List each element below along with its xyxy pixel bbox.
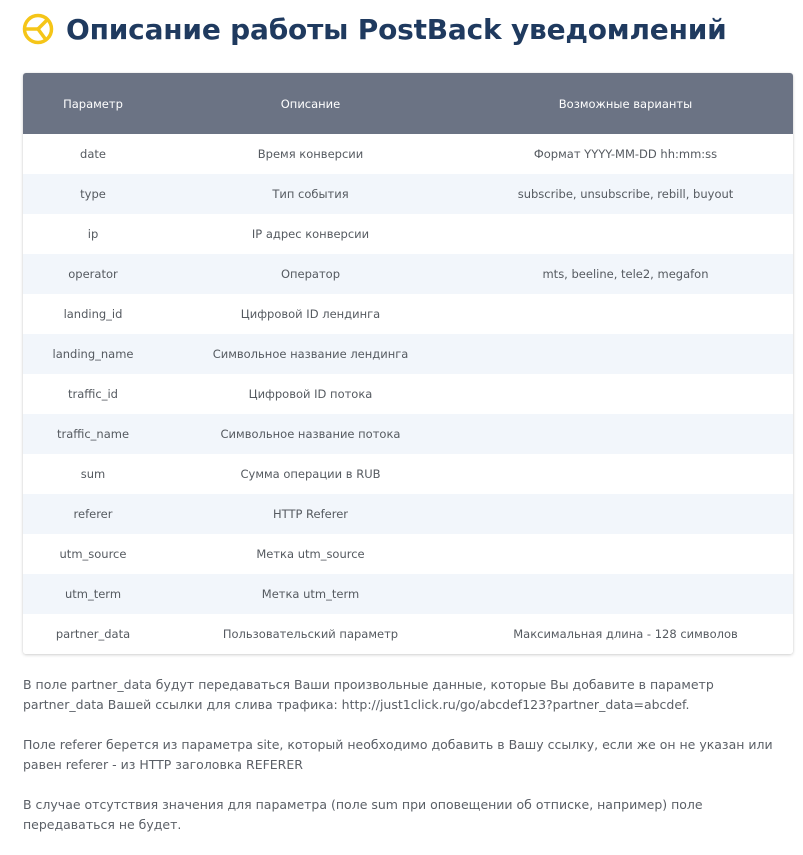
cell-param: utm_term [23, 574, 163, 614]
cell-param: operator [23, 254, 163, 294]
cell-description: Цифровой ID потока [163, 374, 458, 414]
cell-description: Оператор [163, 254, 458, 294]
cell-description: Сумма операции в RUB [163, 454, 458, 494]
cell-param: utm_source [23, 534, 163, 574]
cell-param: ip [23, 214, 163, 254]
cell-description: Метка utm_term [163, 574, 458, 614]
table-row [23, 534, 793, 574]
cell-param: traffic_name [23, 414, 163, 454]
cell-description: Время конверсии [163, 134, 458, 174]
cell-options: subscribe, unsubscribe, rebill, buyout [458, 174, 793, 214]
cell-param: referer [23, 494, 163, 534]
cell-options [458, 574, 793, 614]
table-row [23, 254, 793, 294]
page-title: Описание работы PostBack уведомлений [66, 12, 727, 46]
cell-options [458, 414, 793, 454]
table-row [23, 294, 793, 334]
column-header-options: Возможные варианты [458, 73, 793, 134]
table-row [23, 374, 793, 414]
table-row [23, 454, 793, 494]
table-row [23, 494, 793, 534]
notes-section [23, 675, 795, 855]
cell-description: Цифровой ID лендинга [163, 294, 458, 334]
cell-description: HTTP Referer [163, 494, 458, 534]
cell-options [458, 334, 793, 374]
cell-options [458, 494, 793, 534]
cell-options: mts, beeline, tele2, megafon [458, 254, 793, 294]
cell-options [458, 214, 793, 254]
note-missing-values: В случае отсутствия значения для параметра (поле sum при оповещении об отписке, например) поле передаваться не будет. [23, 797, 703, 832]
table-row [23, 134, 793, 174]
cell-description: Пользовательский параметр [163, 614, 458, 654]
cell-param: landing_id [23, 294, 163, 334]
cell-param: date [23, 134, 163, 174]
cell-description: Тип события [163, 174, 458, 214]
cell-options: Максимальная длина - 128 символов [458, 614, 793, 654]
table-row [23, 214, 793, 254]
note-partner-data: В поле partner_data будут передаваться Ваши произвольные данные, которые Вы добавите в параметр partner_data Вашей ссылки для слива трафика: http://just1click.ru/go/abcdef123?partner_data=abcdef. [23, 677, 714, 712]
table-row [23, 174, 793, 214]
cell-options [458, 294, 793, 334]
cell-description: Метка utm_source [163, 534, 458, 574]
cell-param: partner_data [23, 614, 163, 654]
table-header-row [23, 73, 793, 134]
table-row [23, 614, 793, 654]
table-row [23, 574, 793, 614]
note-referer: Поле referer берется из параметра site, который необходимо добавить в Вашу ссылку, если же он не указан или равен referer - из HTTP заголовка REFERER [23, 737, 773, 772]
column-header-description: Описание [163, 73, 458, 134]
clock-pie-icon [22, 13, 54, 45]
cell-param: traffic_id [23, 374, 163, 414]
cell-param: type [23, 174, 163, 214]
cell-options [458, 374, 793, 414]
cell-param: landing_name [23, 334, 163, 374]
column-header-param: Параметр [23, 73, 163, 134]
cell-description: Символьное название потока [163, 414, 458, 454]
cell-description: Символьное название лендинга [163, 334, 458, 374]
page-header [22, 10, 727, 48]
cell-options [458, 534, 793, 574]
table-row [23, 334, 793, 374]
cell-description: IP адрес конверсии [163, 214, 458, 254]
postback-params-table [23, 73, 793, 654]
cell-options [458, 454, 793, 494]
cell-param: sum [23, 454, 163, 494]
table-row [23, 414, 793, 454]
cell-options: Формат YYYY-MM-DD hh:mm:ss [458, 134, 793, 174]
